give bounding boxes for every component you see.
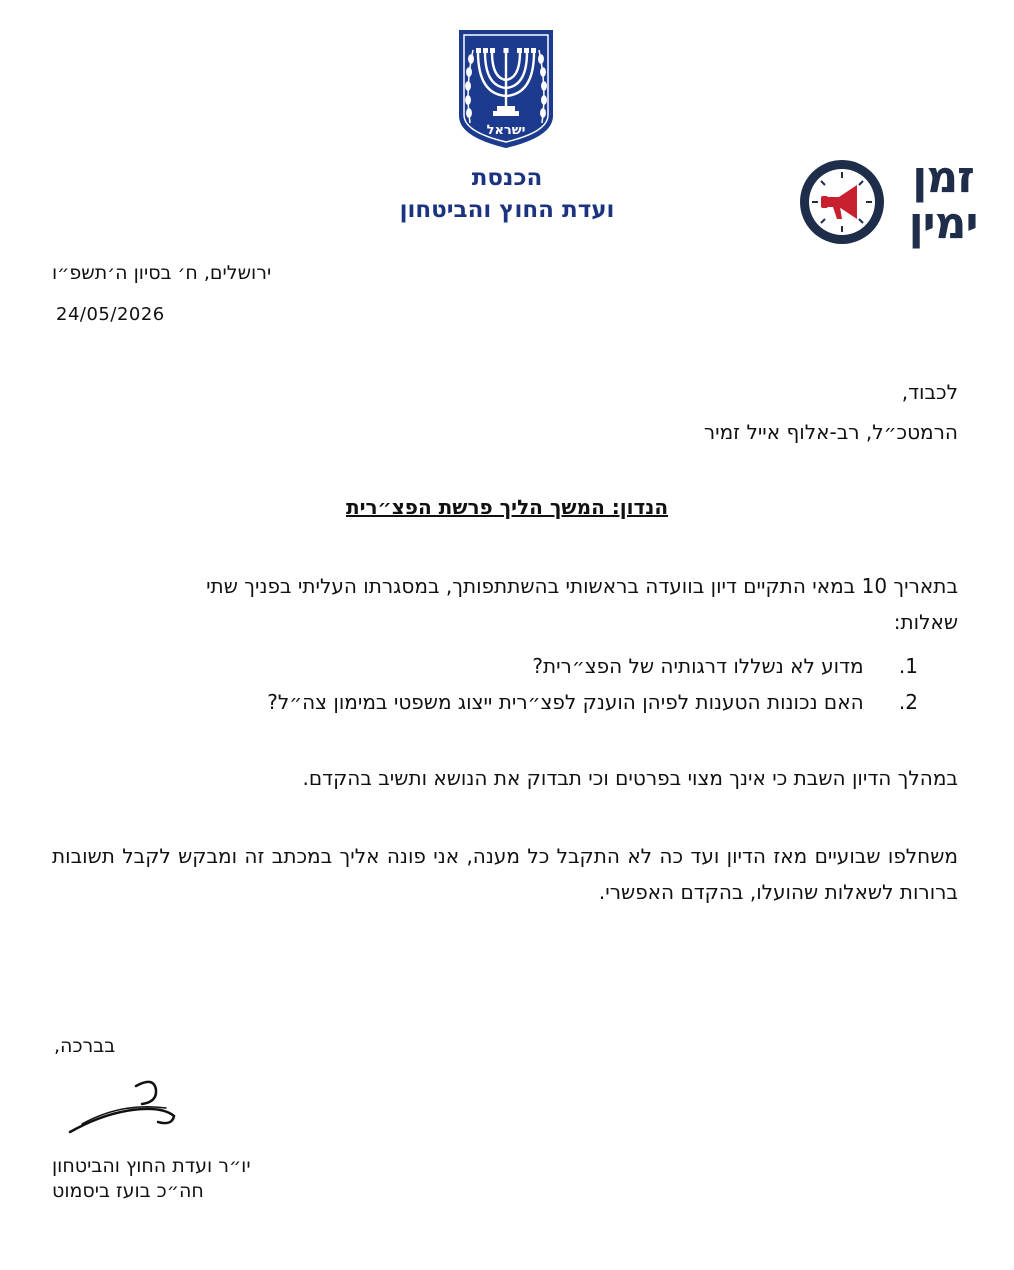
addressee: הרמטכ״ל, רב-אלוף אייל זמיר xyxy=(703,420,958,444)
subject-text: הנדון: המשך הליך פרשת הפצ״רית xyxy=(345,495,669,519)
org-name: הכנסת xyxy=(471,165,543,191)
state-emblem-icon xyxy=(457,28,555,150)
closing-greeting: בברכה, xyxy=(54,1035,116,1057)
committee-name: ועדת החוץ והביטחון xyxy=(399,197,615,223)
question-number: 1. xyxy=(898,654,918,678)
place-and-hebrew-date: ירושלים, ח׳ בסיון ה׳תשפ״ו xyxy=(52,262,272,284)
signer-title: יו״ר ועדת החוץ והביטחון xyxy=(52,1155,251,1177)
paragraph-3: משחלפו שבועיים מאז הדיון ועד כה לא התקבל כל מענה, אני פונה אליך במכתב זה ומבקש לקבל תשובות ברורות לשאלות שהועלו, בהקדם האפשרי. xyxy=(52,844,958,904)
signature-icon xyxy=(62,1072,192,1142)
logo-word-zman: זמן xyxy=(912,152,974,203)
clock-megaphone-icon xyxy=(797,157,887,247)
salutation: לכבוד, xyxy=(901,380,958,404)
questions-list xyxy=(267,648,918,720)
zman-yamin-logo xyxy=(797,152,997,255)
logo-word-yamin: ימין xyxy=(908,198,978,249)
paragraph-1 xyxy=(52,568,958,640)
paragraph-1-line-1: בתאריך 10 במאי התקיים דיון בוועדה בראשותי בהשתתפותך, במסגרתו העליתי בפניך שתי xyxy=(206,574,958,598)
signer-name: חה״כ בועז ביסמוט xyxy=(52,1180,204,1202)
question-number: 2. xyxy=(898,690,918,714)
gregorian-date: 24/05/2026 xyxy=(56,304,165,325)
question-text: מדוע לא נשללו דרגותיה של הפצ״רית? xyxy=(532,654,864,678)
logo-wordmark xyxy=(893,152,993,249)
paragraph-1-line-2: שאלות: xyxy=(893,610,958,634)
subject-line xyxy=(0,495,1014,519)
list-item xyxy=(267,684,918,720)
emblem-text: ישראל xyxy=(486,123,526,138)
list-item xyxy=(267,648,918,684)
question-text: האם נכונות הטענות לפיהן הוענק לפצ״רית ייצוג משפטי במימון צה״ל? xyxy=(267,690,864,714)
paragraph-2: במהלך הדיון השבת כי אינך מצוי בפרטים וכי תבדוק את הנושא ותשיב בהקדם. xyxy=(302,766,958,790)
